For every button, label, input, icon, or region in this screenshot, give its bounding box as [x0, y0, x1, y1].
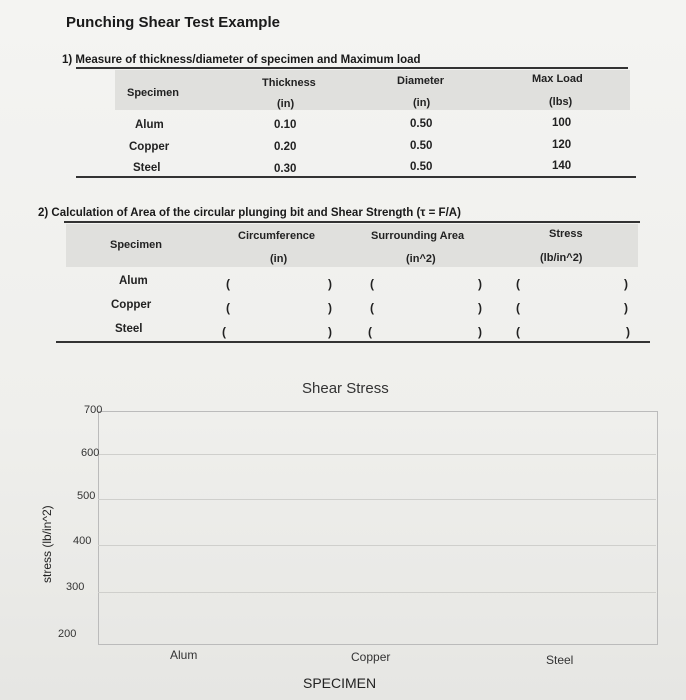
s1-header-diameter-unit: (in) [413, 97, 431, 109]
chart-plot-area [98, 411, 658, 645]
y-tick-label: 700 [84, 404, 103, 416]
y-tick-label: 300 [66, 581, 85, 593]
paren-close: ) [478, 277, 482, 291]
paren-open: ( [516, 325, 520, 339]
s2-header-stress-unit: (lb/in^2) [540, 252, 583, 264]
s2-row-copper-specimen: Copper [111, 299, 152, 311]
s2-header-circumference: Circumference [238, 230, 316, 242]
paren-close: ) [478, 325, 482, 339]
s2-header-circumference-unit: (in) [270, 253, 288, 265]
paren-open: ( [370, 277, 374, 291]
gridline-600 [98, 454, 656, 455]
paren-open: ( [368, 325, 372, 339]
s1-header-maxload-unit: (lbs) [549, 96, 573, 108]
paren-close: ) [478, 301, 482, 315]
paren-close: ) [328, 301, 332, 315]
section2-bottom-rule [56, 341, 650, 343]
y-tick-label: 500 [77, 490, 96, 502]
paren-close: ) [624, 277, 628, 291]
s2-row-alum-specimen: Alum [119, 275, 148, 287]
y-tick-label: 600 [81, 447, 100, 459]
paren-open: ( [226, 277, 230, 291]
s2-header-stress: Stress [549, 228, 583, 240]
page-title: Punching Shear Test Example [66, 14, 280, 31]
s1-header-specimen: Specimen [127, 87, 179, 99]
gridline-400 [98, 545, 656, 546]
paren-open: ( [370, 301, 374, 315]
paren-open: ( [226, 301, 230, 315]
section1-heading: 1) Measure of thickness/diameter of specimen and Maximum load [62, 54, 421, 66]
chart-title: Shear Stress [302, 380, 389, 397]
s2-header-area-unit: (in^2) [406, 253, 436, 265]
s1-row-steel-diameter: 0.50 [410, 161, 433, 173]
s1-row-alum-thickness: 0.10 [274, 119, 297, 131]
paren-open: ( [222, 325, 226, 339]
s2-header-area: Surrounding Area [371, 230, 465, 242]
y-tick-label: 200 [58, 628, 77, 640]
s1-row-copper-diameter: 0.50 [410, 140, 433, 152]
paren-open: ( [516, 301, 520, 315]
section2-heading: 2) Calculation of Area of the circular plunging bit and Shear Strength (τ = F/A) [38, 207, 461, 219]
s1-header-thickness: Thickness [262, 77, 316, 89]
gridline-300 [98, 592, 656, 593]
s1-header-maxload: Max Load [532, 73, 583, 85]
x-category-label: Steel [546, 653, 574, 667]
section1-top-rule [76, 67, 628, 69]
y-axis-label: stress (lb/in^2) [40, 505, 54, 583]
x-category-label: Alum [170, 648, 198, 662]
section2-top-rule [64, 221, 640, 223]
s2-header-specimen: Specimen [110, 239, 162, 251]
s1-row-copper-maxload: 120 [552, 139, 572, 151]
paren-close: ) [328, 325, 332, 339]
s1-row-copper-specimen: Copper [129, 141, 170, 153]
x-axis-label: SPECIMEN [303, 675, 377, 691]
s1-header-diameter: Diameter [397, 75, 445, 87]
paren-open: ( [516, 277, 520, 291]
s1-row-alum-specimen: Alum [135, 119, 164, 131]
s1-row-alum-diameter: 0.50 [410, 118, 433, 130]
gridline-500 [98, 499, 656, 500]
s1-row-alum-maxload: 100 [552, 117, 572, 129]
section1-bottom-rule [76, 176, 636, 178]
s1-row-steel-maxload: 140 [552, 160, 572, 172]
s2-row-steel-specimen: Steel [115, 323, 143, 335]
s1-header-thickness-unit: (in) [277, 98, 295, 110]
y-tick-label: 400 [73, 535, 92, 547]
s1-row-copper-thickness: 0.20 [274, 141, 297, 153]
paren-close: ) [626, 325, 630, 339]
x-category-label: Copper [351, 650, 391, 664]
s1-row-steel-thickness: 0.30 [274, 163, 297, 175]
s1-row-steel-specimen: Steel [133, 162, 161, 174]
paren-close: ) [624, 301, 628, 315]
paren-close: ) [328, 277, 332, 291]
